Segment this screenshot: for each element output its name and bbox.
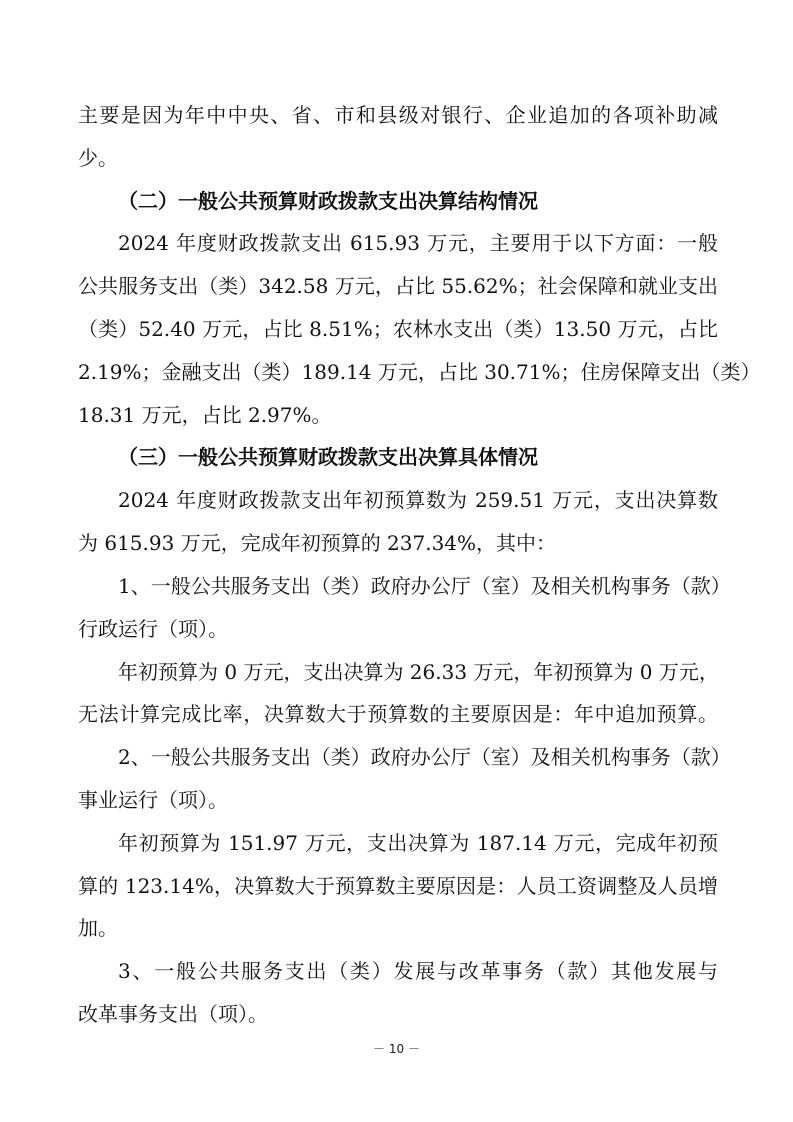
list-item-line: 2、一般公共服务支出（类）政府办公厅（室）及相关机构事务（款）: [118, 745, 731, 769]
paragraph-line: 2024 年度财政拨款支出 615.93 万元，主要用于以下方面：一般: [118, 231, 718, 255]
paragraph-line: （类）52.40 万元，占比 8.51%；农林水支出（类）13.50 万元，占比: [78, 317, 718, 341]
section-heading: （三）一般公共预算财政拨款支出决算具体情况: [118, 445, 538, 469]
list-item-line: 1、一般公共服务支出（类）政府办公厅（室）及相关机构事务（款）: [118, 574, 731, 598]
paragraph-line: 2.19%；金融支出（类）189.14 万元，占比 30.71%；住房保障支出（类）: [78, 360, 761, 384]
section-heading: （二）一般公共预算财政拨款支出决算结构情况: [118, 189, 538, 213]
paragraph-line: 无法计算完成比率，决算数大于预算数的主要原因是：年中追加预算。: [78, 702, 718, 726]
page-number: － 10 －: [373, 1042, 420, 1056]
paragraph-line: 加。: [78, 916, 118, 940]
paragraph-line: 为 615.93 万元，完成年初预算的 237.34%，其中：: [78, 531, 557, 555]
list-item-line: 事业运行（项）。: [78, 788, 228, 812]
paragraph-line: 18.31 万元，占比 2.97%。: [78, 403, 332, 427]
list-item-line: 3、一般公共服务支出（类）发展与改革事务（款）其他发展与: [118, 959, 718, 983]
paragraph-line: 少。: [78, 146, 118, 170]
paragraph-line: 公共服务支出（类）342.58 万元，占比 55.62%；社会保障和就业支出: [78, 274, 718, 298]
list-item-line: 改革事务支出（项）。: [78, 1002, 268, 1026]
paragraph-line: 年初预算为 151.97 万元，支出决算为 187.14 万元，完成年初预: [118, 831, 718, 855]
paragraph-line: 年初预算为 0 万元，支出决算为 26.33 万元，年初预算为 0 万元，: [118, 660, 719, 684]
list-item-line: 行政运行（项）。: [78, 617, 228, 641]
paragraph-line: 主要是因为年中中央、省、市和县级对银行、企业追加的各项补助减: [78, 103, 718, 127]
paragraph-line: 2024 年度财政拨款支出年初预算数为 259.51 万元，支出决算数: [118, 488, 718, 512]
paragraph-line: 算的 123.14%，决算数大于预算数主要原因是：人员工资调整及人员增: [78, 874, 718, 898]
